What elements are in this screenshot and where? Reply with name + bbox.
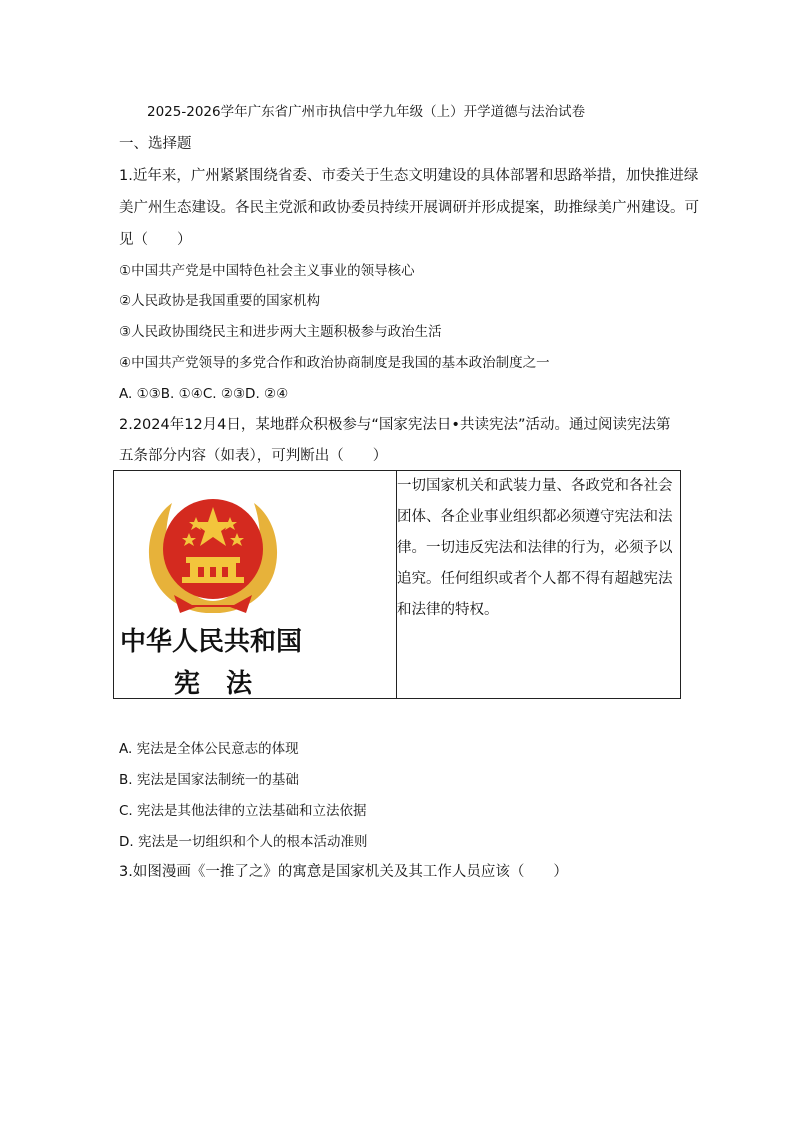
q2-stem-line-1: 2.2024年12月4日，某地群众积极参与“国家宪法日•共读宪法”活动。通过阅读宪法第 (119, 417, 671, 433)
q1-statement-4: ④中国共产党领导的多党合作和政治协商制度是我国的基本政治制度之一 (119, 355, 550, 371)
q2-option-b: B. 宪法是国家法制统一的基础 (119, 772, 299, 788)
q3-stem: 3.如图漫画《一推了之》的寓意是国家机关及其工作人员应该（ ） (119, 864, 568, 880)
q1-stem-line-3: 见（ ） (119, 232, 192, 248)
constitution-caption-line-2: 宪 法 (174, 669, 253, 699)
q2-option-a: A. 宪法是全体公民意志的体现 (119, 741, 299, 757)
article-text-line-1: 一切国家机关和武装力量、各政党和各社会 (397, 478, 673, 494)
q2-stem-line-2: 五条部分内容（如表），可判断出（ ） (119, 448, 388, 464)
q1-statement-3: ③人民政协围绕民主和进步两大主题积极参与政治生活 (119, 324, 442, 340)
constitution-image-cell (114, 471, 397, 699)
q1-stem-line-2: 美广州生态建设。各民主党派和政协委员持续开展调研并形成提案，助推绿美广州建设。可 (119, 200, 699, 216)
article-text-line-4: 追究。任何组织或者个人都不得有超越宪法 (397, 571, 673, 587)
q2-option-d: D. 宪法是一切组织和个人的根本活动准则 (119, 834, 368, 850)
q1-stem-line-1: 1.近年来，广州紧紧围绕省委、市委关于生态文明建设的具体部署和思路举措，加快推进绿 (119, 168, 699, 184)
article-text-line-3: 律。一切违反宪法和法律的行为，必须予以 (397, 540, 673, 556)
article-text-line-2: 团体、各企业事业组织都必须遵守宪法和法 (397, 509, 673, 525)
constitution-text-cell (397, 471, 681, 699)
article-text-line-5: 和法律的特权。 (397, 602, 499, 618)
q1-statement-2: ②人民政协是我国重要的国家机构 (119, 293, 321, 309)
exam-title: 2025-2026学年广东省广州市执信中学九年级（上）开学道德与法治试卷 (147, 104, 586, 120)
section-heading: 一、选择题 (119, 136, 192, 152)
q2-option-c: C. 宪法是其他法律的立法基础和立法依据 (119, 803, 367, 819)
constitution-caption-line-1: 中华人民共和国 (120, 627, 303, 657)
constitution-table (113, 470, 681, 699)
q1-statement-1: ①中国共产党是中国特色社会主义事业的领导核心 (119, 263, 415, 279)
q1-options: A. ①③B. ①④C. ②③D. ②④ (119, 386, 289, 402)
